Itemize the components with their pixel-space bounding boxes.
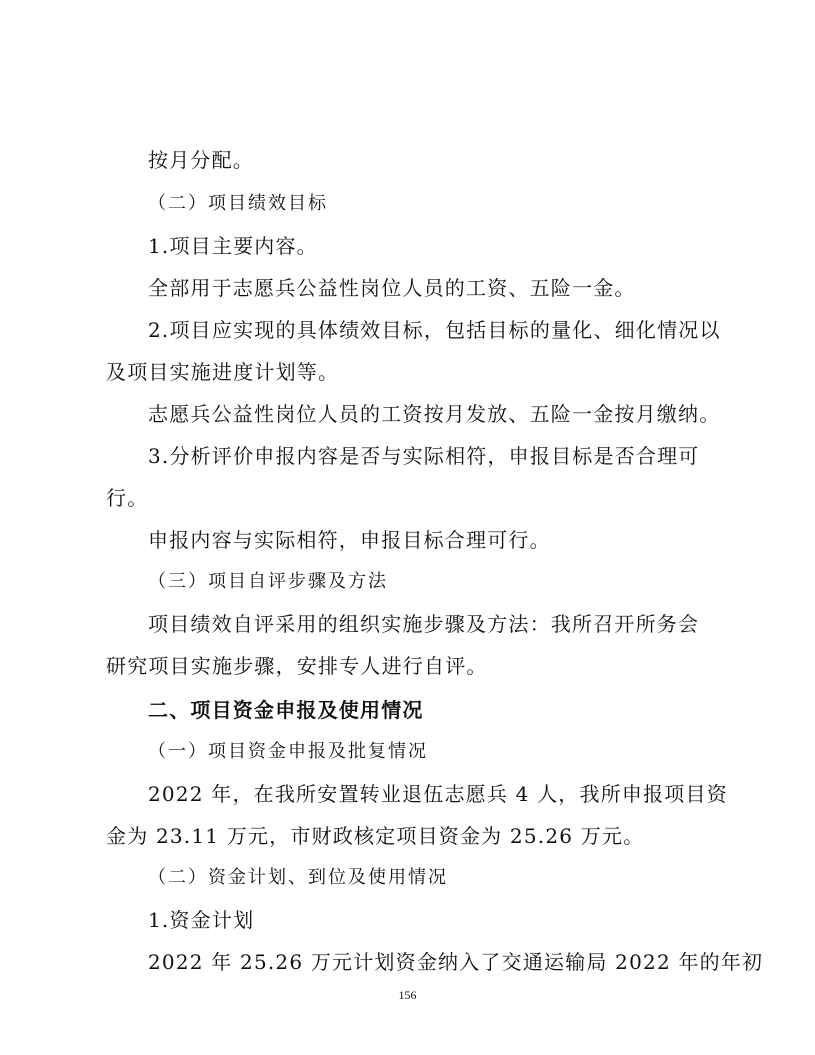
- subsection-heading: 1.项目主要内容。: [148, 234, 318, 258]
- section-heading: （三）项目自评步骤及方法: [148, 571, 388, 592]
- paragraph-line: 项目绩效自评采用的组织实施步骤及方法：我所召开所务会: [148, 612, 700, 636]
- paragraph-line: 2022 年 25.26 万元计划资金纳入了交通运输局 2022 年的年初: [148, 950, 764, 974]
- paragraph-line: 2022 年，在我所安置转业退伍志愿兵 4 人，我所申报项目资: [148, 782, 728, 806]
- paragraph-line: 全部用于志愿兵公益性岗位人员的工资、五险一金。: [148, 276, 636, 300]
- paragraph-line: 志愿兵公益性岗位人员的工资按月发放、五险一金按月缴纳。: [148, 402, 721, 426]
- paragraph-line: 行。: [106, 486, 149, 510]
- page-number: 156: [398, 988, 417, 1002]
- paragraph-line: 及项目实施进度计划等。: [106, 360, 340, 384]
- section-heading: （一）项目资金申报及批复情况: [148, 741, 428, 762]
- section-heading: （二）资金计划、到位及使用情况: [148, 867, 448, 888]
- paragraph-line: 金为 23.11 万元，市财政核定项目资金为 25.26 万元。: [106, 824, 645, 848]
- section-heading: （二）项目绩效目标: [148, 193, 328, 214]
- paragraph-line: 研究项目实施步骤，安排专人进行自评。: [106, 654, 488, 678]
- paragraph-line: 按月分配。: [148, 148, 254, 172]
- paragraph-line: 申报内容与实际相符，申报目标合理可行。: [148, 528, 551, 552]
- paragraph-line: 2.项目应实现的具体绩效目标，包括目标的量化、细化情况以: [148, 318, 721, 342]
- subsection-heading: 1.资金计划: [148, 908, 255, 932]
- paragraph-line: 3.分析评价申报内容是否与实际相符，申报目标是否合理可: [148, 444, 700, 468]
- chapter-heading: 二、项目资金申报及使用情况: [148, 698, 424, 722]
